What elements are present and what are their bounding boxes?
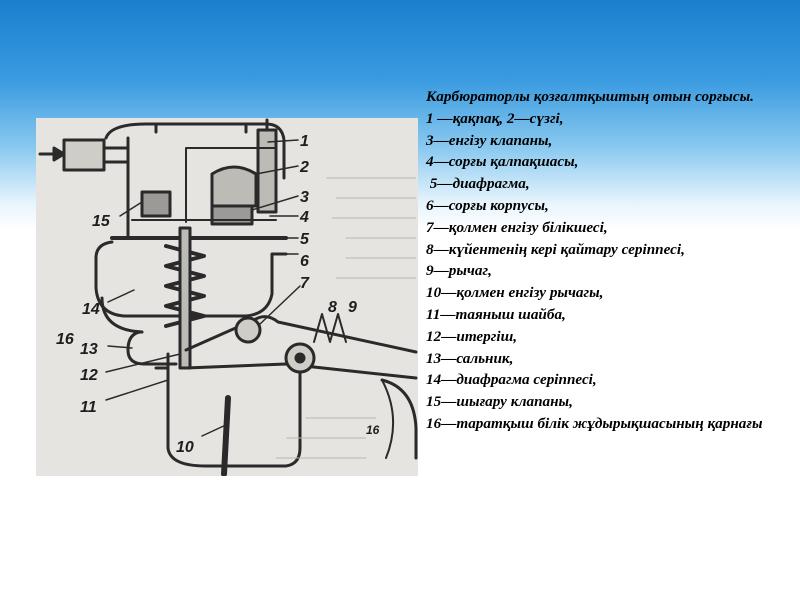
fuel-pump-diagram [36, 118, 418, 476]
diagram-label-14: 14 [82, 301, 100, 318]
diagram-label-2: 2 [300, 159, 309, 176]
diagram-label-12: 12 [80, 367, 98, 384]
caption-line-3: 3—енгізу клапаны, [426, 131, 553, 149]
diagram-label-1: 1 [300, 133, 309, 150]
caption-title: Карбюраторлы қозғалтқыштың отын сорғысы. [426, 88, 754, 105]
caption-line-7: 7—қолмен енгізу білікшесі, [426, 218, 608, 236]
caption-line-10: 10—қолмен енгізу рычагы, [426, 284, 604, 302]
caption-line-9: 9—рычаг, [426, 262, 492, 280]
diagram-label-15: 15 [92, 213, 110, 230]
diagram-label-6: 6 [300, 253, 309, 270]
diagram-label-9: 9 [348, 299, 357, 316]
diagram-label-11: 11 [80, 399, 97, 416]
caption-text-block [426, 86, 796, 435]
caption-line-16: 16—таратқыш білік жұдырықшасының қарнағы [426, 414, 763, 432]
diagram-label-16-right: 16 [366, 423, 380, 437]
caption-line-5: 5—диафрагма, [426, 175, 530, 193]
diagram-label-16-left: 16 [56, 331, 74, 348]
caption-line-1-2: 1 —қақпақ, 2—сүзгі, [426, 109, 564, 127]
caption-line-11: 11—таяныш шайба, [426, 305, 566, 323]
diagram-label-7: 7 [300, 275, 309, 292]
caption-line-15: 15—шығару клапаны, [426, 393, 573, 411]
diagram-label-8: 8 [328, 299, 337, 316]
diagram-label-3: 3 [300, 189, 309, 206]
fuel-pump-drawing [36, 118, 418, 476]
diagram-label-13: 13 [80, 341, 98, 358]
caption-line-12: 12—итергіш, [426, 327, 518, 345]
caption-line-8: 8—күйентенің кері қайтару серіппесі, [426, 240, 685, 258]
diagram-label-5: 5 [300, 231, 309, 248]
caption-line-4: 4—сорғы қалпақшасы, [426, 153, 579, 171]
caption-line-6: 6—сорғы корпусы, [426, 196, 549, 214]
diagram-label-4: 4 [300, 209, 309, 226]
caption-line-13: 13—сальник, [426, 349, 514, 367]
caption-line-14: 14—диафрагма серіппесі, [426, 371, 597, 389]
diagram-label-10: 10 [176, 439, 194, 456]
